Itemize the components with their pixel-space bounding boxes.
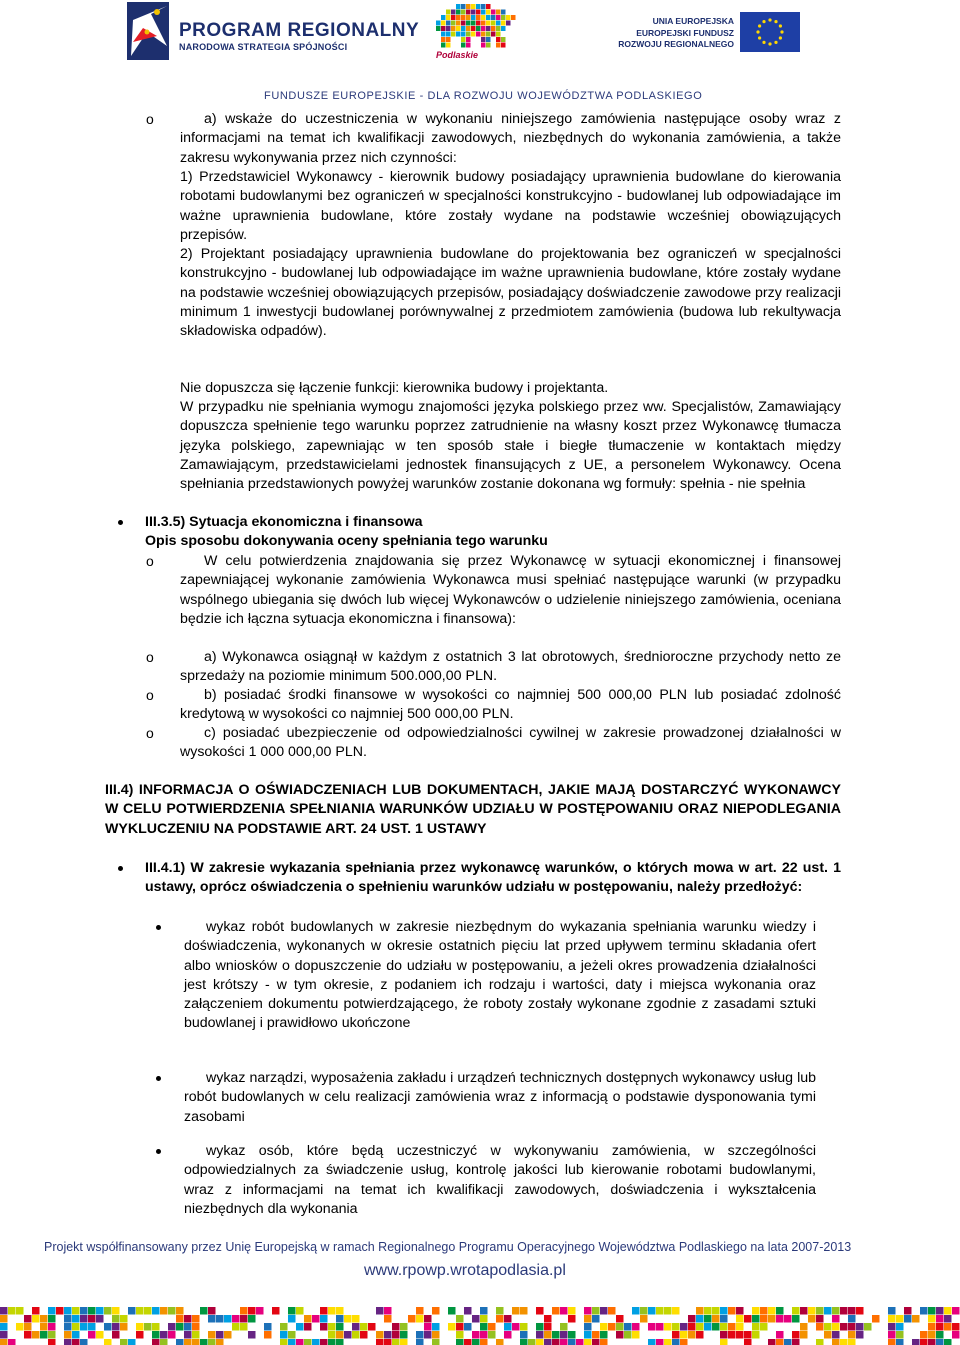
bullet-icon	[118, 520, 123, 525]
eu-line-2: EUROPEJSKI FUNDUSZ	[636, 28, 734, 38]
paragraph-financial: W celu potwierdzenia znajdowania się przez Wykonawcę w sytuacji ekonomicznej i finansowej zapewniającej wykonanie zamówienia Wykonawca musi spełniać następujące warunki (w przypadku wspólnego ubiegania się dwóch lub więcej Wykonawców o udzielenie niniejszego zamówienia, oceniana będzie ich łączna sytuacja ekonomiczna i finansowa):	[180, 553, 841, 627]
paragraph-persons-list: wykaz osób, które będą uczestniczyć w wykonywaniu zamówienia, w szczególności odpowiedzialnych za świadczenie usług, kontrolę jakości lub kierowanie robotami budowlanymi, wraz z informacjami na temat ich kwalifikacji zawodowych, doświadczenia i wykształcenia niezbędnych dla wykonania	[184, 1143, 816, 1217]
bison-mosaic-icon	[428, 2, 524, 50]
bullet-icon	[118, 866, 123, 871]
heading-article-22: III.4.1) W zakresie wykazania spełniania przez wykonawcę warunków, o których mowa w art. 22 ust. 1 ustawy, oprócz oświadczenia o spełnieniu warunków udziału w postępowaniu, należy przedłożyć:	[145, 860, 841, 896]
eu-flag-icon	[740, 12, 800, 52]
eu-line-1: UNIA EUROPEJSKA	[652, 16, 734, 26]
program-title: PROGRAM REGIONALNY	[179, 20, 420, 41]
paragraph-language: W przypadku nie spełniania wymogu znajomości języka polskiego przez ww. Specjalistów, Zamawiający dopuszcza spełnienie tego warunku poprzez zatrudnienie na własny koszt przez Wykonawcę tłumacza języka polskiego, zapewniając w ten sposób stałe i biegłe tłumaczenie w kontaktach między Zamawiającym, przedstawicielami jednostek finansujących z UE, a personelem Wykonawcy. Ocena spełniania przedstawionych powyżej warunków zostanie dokonana wg formuły: spełnia - nie spełnia	[180, 399, 841, 493]
fund-line: FUNDUSZE EUROPEJSKIE - DLA ROZWOJU WOJEWÓDZTWA PODLASKIEGO	[264, 90, 703, 102]
paragraph-insurance: c) posiadać ubezpieczenie od odpowiedzialności cywilnej w zakresie prowadzonej działalności w wysokości 1 000 000,00 PLN.	[180, 725, 841, 761]
mosaic-stripe-icon	[0, 1307, 960, 1345]
list-marker-o: o	[146, 687, 154, 703]
page-header	[0, 0, 960, 108]
paragraph-persons: a) wskaże do uczestniczenia w wykonaniu niniejszego zamówienia następujące osoby wraz z informacjami na temat ich kwalifikacji zawodowych, niezbędnych do wykonania zamówienia, a także zakresu wykonywania przez nich czynności:	[180, 111, 841, 166]
paragraph-turnover: a) Wykonawca osiągnął w każdym z ostatnich 3 lat obrotowych, średnioroczne przychody netto ze sprzedaży na poziomie minimum 500.000,00 PLN.	[180, 649, 841, 685]
bullet-icon	[156, 925, 161, 930]
paragraph-no-combination: Nie dopuszcza się łączenie funkcji: kierownika budowy i projektanta.	[180, 380, 609, 396]
heading-economic-situation: III.3.5) Sytuacja ekonomiczna i finansowa	[145, 514, 423, 530]
eu-logo	[600, 12, 800, 58]
heading-documents: III.4) INFORMACJA O OŚWIADCZENIACH LUB DOKUMENTACH, JAKIE MAJĄ DOSTARCZYĆ WYKONAWCY W CELU POTWIERDZENIA SPEŁNIANIA WARUNKÓW UDZIAŁU W POSTĘPOWANIU ORAZ NIEPODLEGANIA WYKLUCZENIU NA PODSTAWIE ART. 24 UST. 1 USTAWY	[105, 782, 841, 837]
list-marker-o: o	[146, 649, 154, 665]
eu-line-3: ROZWOJU REGIONALNEGO	[618, 39, 734, 49]
list-marker-o: o	[146, 111, 154, 127]
program-flag-icon	[127, 2, 169, 60]
footer-cofinancing: Projekt współfinansowany przez Unię Europejską w ramach Regionalnego Programu Operacyjnego Województwa Podlaskiego na lata 2007-2013	[44, 1240, 852, 1254]
heading-assessment: Opis sposobu dokonywania oceny spełniania tego warunku	[145, 533, 548, 549]
list-marker-o: o	[146, 725, 154, 741]
podlaskie-logo	[428, 2, 524, 64]
footer-website: www.rpowp.wrotapodlasia.pl	[364, 1262, 566, 1279]
paragraph-designer: 2) Projektant posiadający uprawnienia budowlane do projektowania bez ograniczeń w specjalności konstrukcyjno - budowlanej lub odpowiadające im ważne uprawnienia budowlane, które zostały wydane na podstawie wcześniej obowiązujących przepisów, posiadający doświadczenie zawodowe przy realizacji minimum 1 inwestycji budowlanej porównywalnej z przedmiotem zamówienia (budowa lub rekultywacja składowiska odpadów).	[180, 246, 841, 340]
program-subtitle: NARODOWA STRATEGIA SPÓJNOŚCI	[179, 42, 348, 52]
page-footer	[0, 1232, 960, 1345]
bullet-icon	[156, 1149, 161, 1154]
paragraph-funds: b) posiadać środki finansowe w wysokości co najmniej 500 000,00 PLN lub posiadać zdolność kredytową w wysokości co najmniej 500 000,00 PLN.	[180, 687, 841, 723]
paragraph-works-list: wykaz robót budowlanych w zakresie niezbędnym do wykazania spełniania warunku wiedzy i doświadczenia, wykonanych w okresie ostatnich pięciu lat przed upływem terminu składania ofert albo wniosków o dopuszczenie do udziału w postępowaniu, a jeżeli okres prowadzenia działalności jest krótszy - w tym okresie, z podaniem ich rodzaju i wartości, daty i miejsca wykonania oraz załączeniem dokumentu potwierdzającego, że roboty zostały wykonane zgodnie z zasadami sztuki budowlanej i prawidłowo ukończone	[184, 919, 816, 1032]
paragraph-site-manager: 1) Przedstawiciel Wykonawcy - kierownik budowy posiadający uprawnienia budowlane do kierowania robotami budowlanymi bez ograniczeń w specjalności konstrukcyjno - budowlanej lub odpowiadające im ważne uprawnienia budowlane, które zostały wydane na podstawie wcześniej obowiązujących przepisów.	[180, 169, 841, 243]
program-regionalny-logo	[127, 2, 420, 62]
list-marker-o: o	[146, 553, 154, 569]
podlaskie-label: Podlaskie	[436, 50, 479, 60]
bullet-icon	[156, 1076, 161, 1081]
paragraph-tools-list: wykaz narządzi, wyposażenia zakładu i urządzeń technicznych dostępnych wykonawcy usług lub robót budowlanych w celu realizacji zamówienia wraz z informacją o podstawie dysponowania tymi zasobami	[184, 1070, 816, 1125]
